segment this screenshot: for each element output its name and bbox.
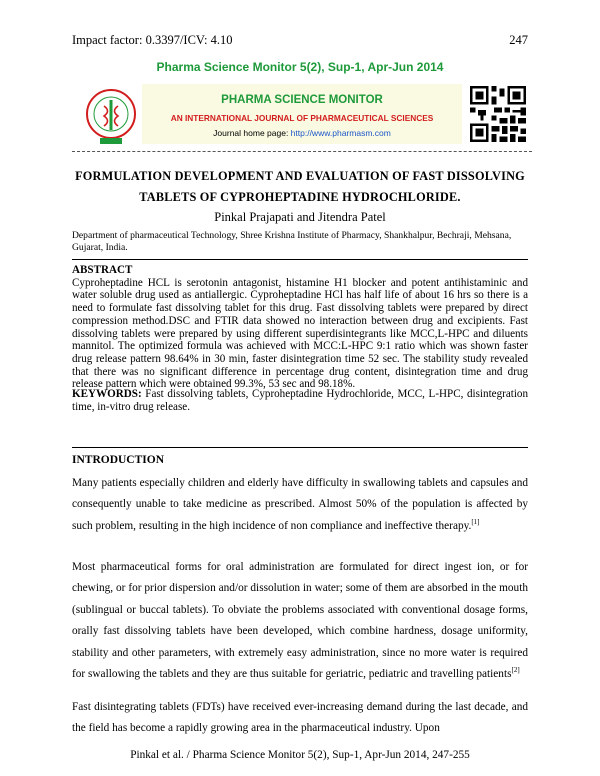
- abstract-bottom-rule: [72, 447, 528, 448]
- article-title-line-1: FORMULATION DEVELOPMENT AND EVALUATION OF FAST DISSOLVING: [75, 169, 525, 183]
- keywords-label: KEYWORDS:: [72, 388, 142, 400]
- journal-name: PHARMA SCIENCE MONITOR: [221, 94, 383, 106]
- intro-paragraph-3: [72, 697, 528, 740]
- abstract-heading: ABSTRACT: [72, 264, 133, 276]
- journal-logo-icon: [82, 86, 140, 148]
- para1-text: Many patients especially children and elderly have difficulty in swallowing tablets and capsules and consequently unable to take medicine as prescribed. Almost 50% of the population is affected by such problem, resulting in the high incidence of non compliance and ineffective therapy.: [72, 477, 528, 532]
- keywords: [72, 388, 528, 413]
- article-title-line-2: TABLETS OF CYPROHEPTADINE HYDROCHLORIDE.: [139, 190, 461, 204]
- journal-homepage: [142, 128, 462, 138]
- banner-divider: [72, 151, 532, 152]
- homepage-label: Journal home page:: [213, 128, 291, 138]
- intro-paragraph-1: [72, 473, 528, 537]
- affiliation: Department of pharmaceutical Technology, Shree Krishna Institute of Pharmacy, Shankhalpur, Bechraji, Mehsana, Gujarat, India.: [72, 230, 512, 253]
- impact-factor: Impact factor: 0.3397/ICV: 4.10: [72, 33, 233, 47]
- abstract-section: [72, 264, 528, 391]
- para2-text: Most pharmaceutical forms for oral administration are formulated for direct ingest ion, or for chewing, or for prior dispersion and/or dissolution in water; some of them are absorbed in the mouth (sublingual or buccal tablets). To obviate the problems associated with conventional dosage forms, orally fast dissolving tablets have been developed, which combine hardness, dosage uniformity, stability and other parameters, with extremely easy administration, since no more water is required for swallowing the tablets and they are thus suitable for geriatric, pediatric and travelling patients: [72, 561, 528, 681]
- abstract-top-rule: [72, 259, 528, 260]
- keywords-text: Fast dissolving tablets, Cyproheptadine Hydrochloride, MCC, L-HPC, disintegration time, in-vitro drug release.: [72, 388, 528, 413]
- intro-paragraph-2: [72, 557, 528, 685]
- introduction-heading: INTRODUCTION: [72, 454, 165, 466]
- authors: Pinkal Prajapati and Jitendra Patel: [214, 210, 386, 224]
- qr-code-icon: [470, 86, 526, 142]
- page-number: 247: [509, 33, 528, 47]
- journal-banner: [72, 82, 532, 154]
- journal-issue-line: Pharma Science Monitor 5(2), Sup-1, Apr-Jun 2014: [156, 60, 444, 74]
- para3-text: Fast disintegrating tablets (FDTs) have received ever-increasing demand during the last decade, and the field has become a rapidly growing area in the pharmaceutical industry. Upon: [72, 701, 528, 735]
- para2-ref[interactable]: [2]: [511, 666, 520, 675]
- page-footer: Pinkal et al. / Pharma Science Monitor 5(2), Sup-1, Apr-Jun 2014, 247-255: [130, 749, 470, 761]
- para1-ref[interactable]: [1]: [471, 518, 480, 527]
- homepage-link[interactable]: http://www.pharmasm.com: [290, 128, 391, 138]
- journal-subtitle: AN INTERNATIONAL JOURNAL OF PHARMACEUTICAL SCIENCES: [170, 113, 434, 123]
- abstract-text: Cyproheptadine HCL is serotonin antagonist, histamine H1 blocker and potent antihistaminic and water soluble drug used as antiallergic. Cyproheptadine HCl has half life of about 16 hrs so there is a need to formulate fast dissolving tablet for this drug. Fast dissolving tablets were prepared by direct compression method.DSC and FTIR data showed no interaction between drug and excipients. Fast dissolving tablets were prepared by using different superdisintegrants like MCC,L-HPC and diluents mannitol. The optimized formula was achieved with MCC:L-HPC 9:1 ratio which was shown faster drug release pattern 98.64% in 30 min, faster disintegration time 52 sec. The stability study revealed that there was no significant difference in percentage drug content, disintegration time and drug release pattern which were obtained 99.3%, 53 sec and 98.18%.: [72, 276, 528, 391]
- journal-info-box: [142, 84, 462, 144]
